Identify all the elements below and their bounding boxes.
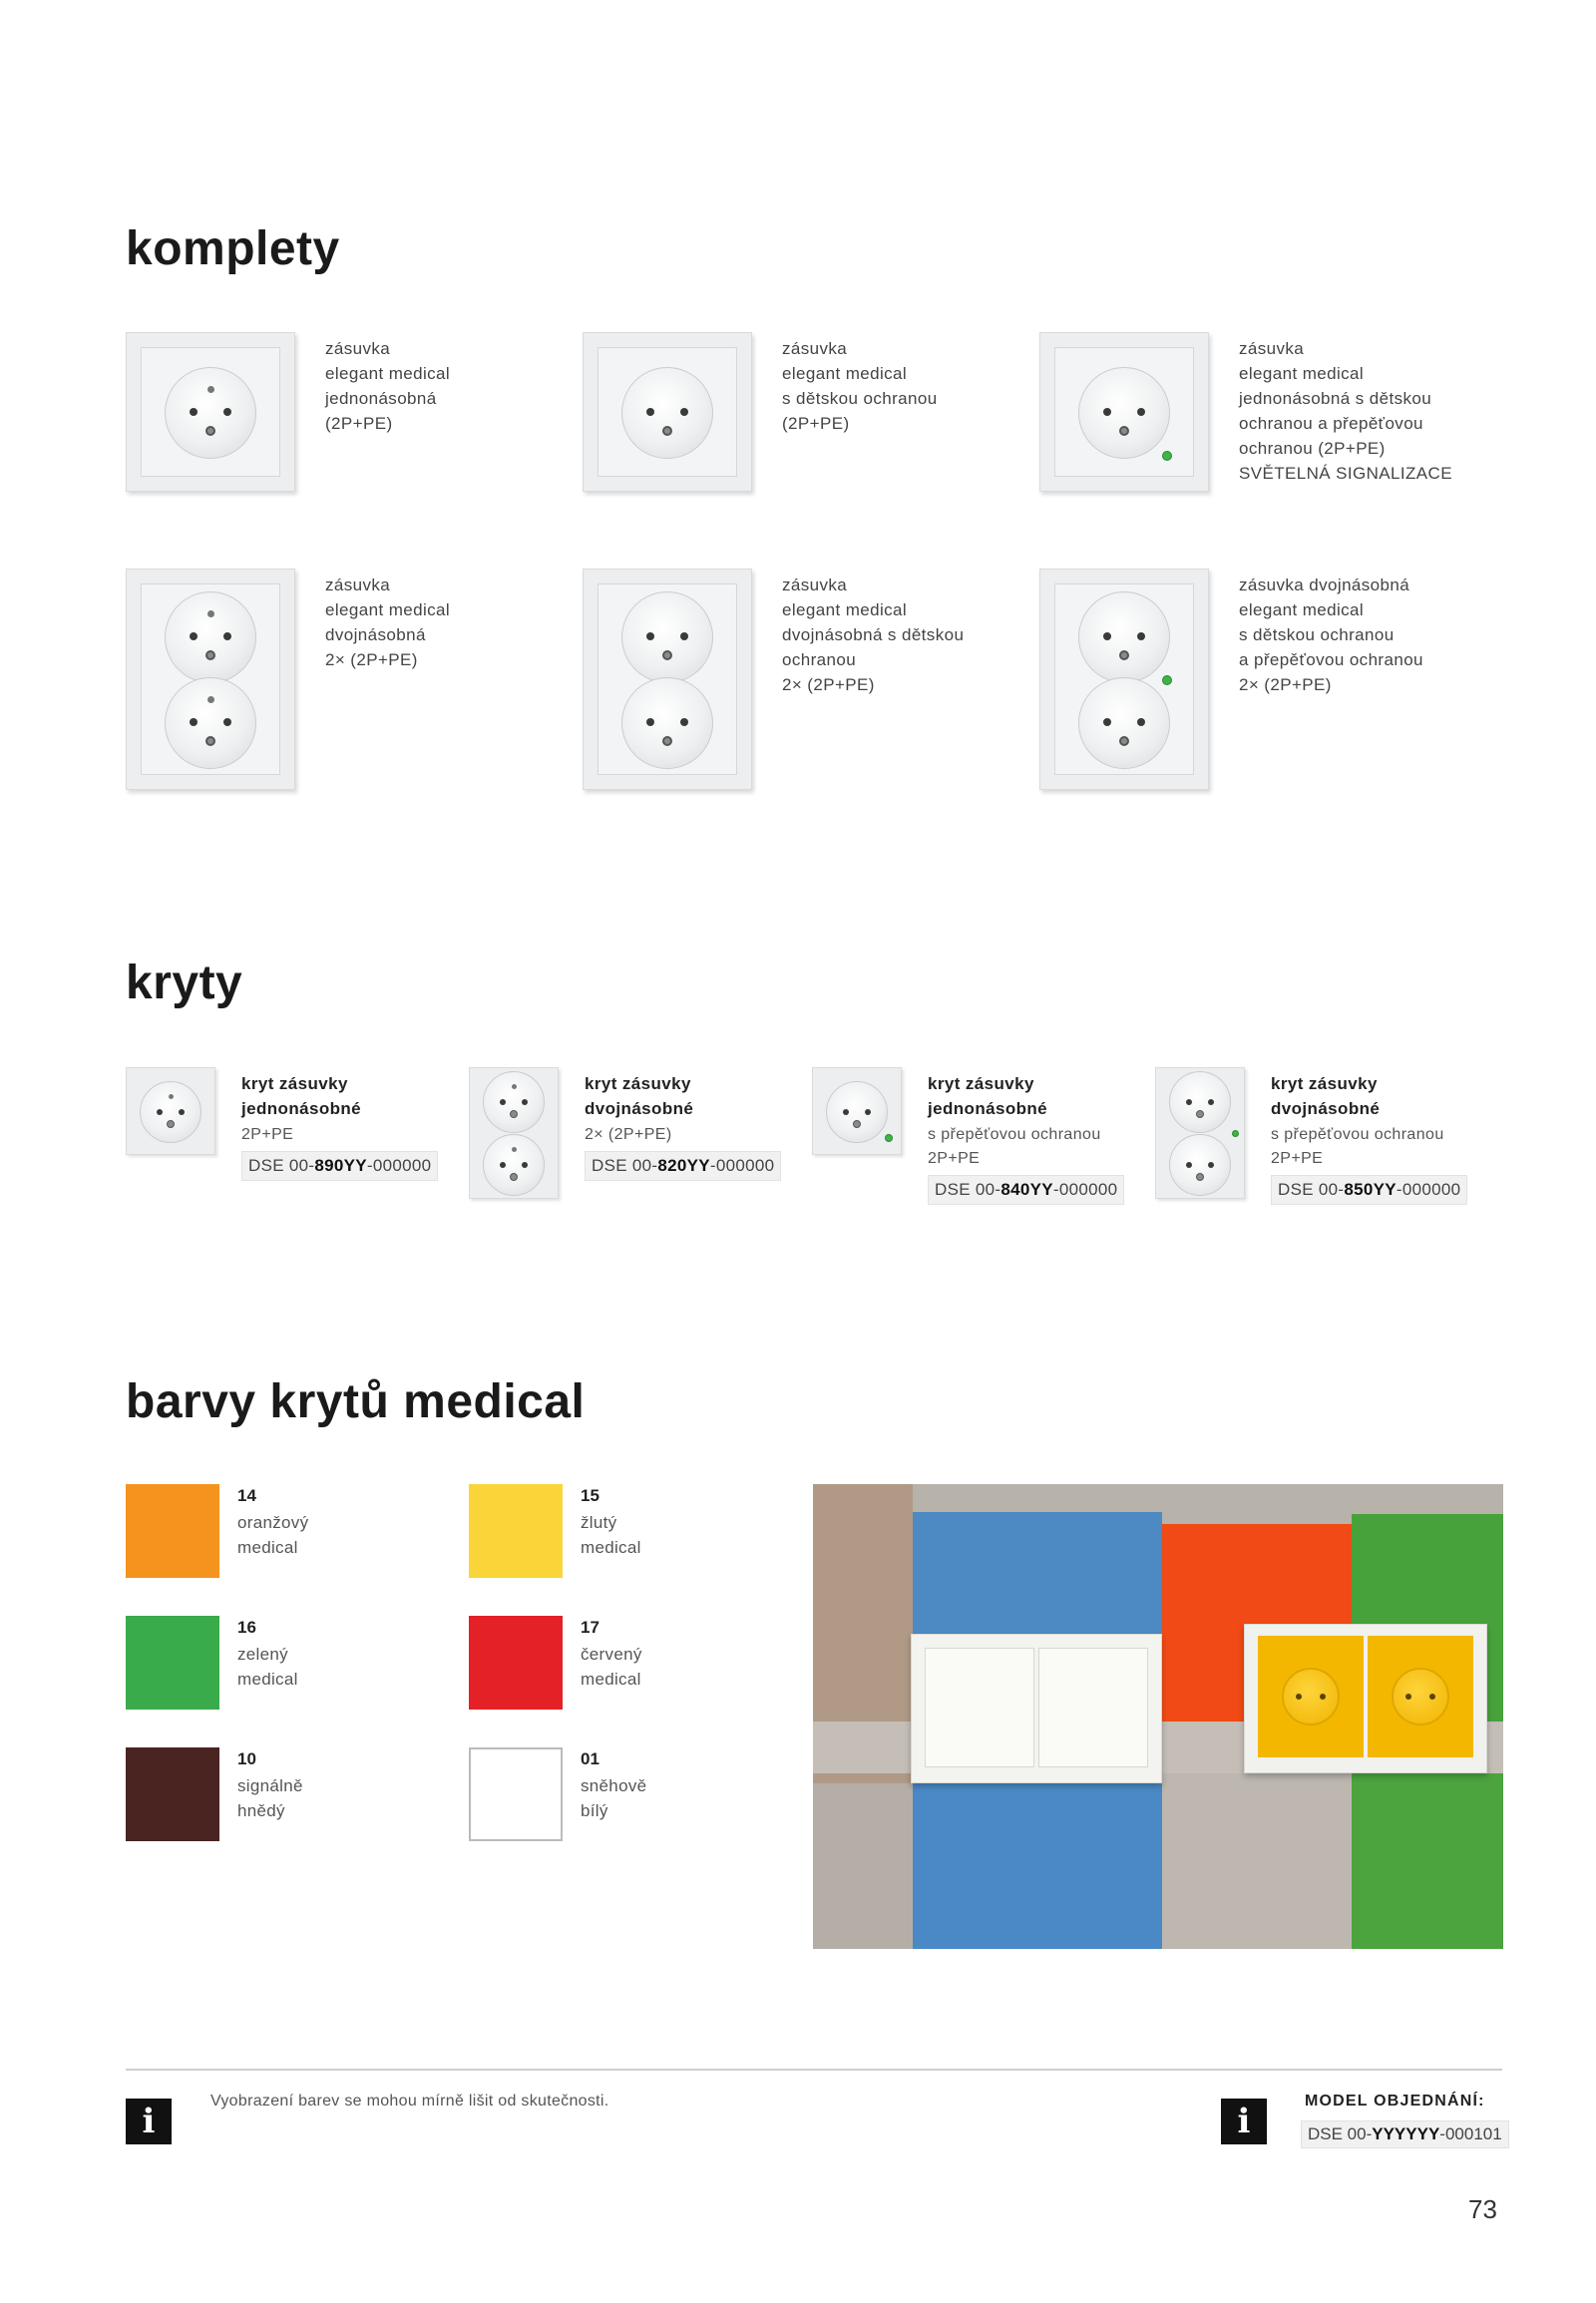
- color-swatch: [469, 1747, 563, 1841]
- info-icon: i: [126, 2099, 172, 2144]
- page-number: 73: [1468, 2194, 1497, 2224]
- color-swatch-item: [469, 1484, 768, 1580]
- product-subtitle: s přepěťovou ochranou 2P+PE: [1271, 1126, 1444, 1167]
- color-code: 17: [581, 1618, 599, 1637]
- product-description: zásuvka elegant medical s dětskou ochranou (2P+PE): [782, 339, 938, 433]
- socket-double-photo: [583, 569, 752, 790]
- product-komplet-4: [126, 569, 575, 808]
- cover-single-photo: [126, 1067, 215, 1155]
- product-title: kryt zásuvky dvojnásobné: [585, 1074, 694, 1118]
- product-kryt-3: [812, 1067, 1131, 1207]
- product-description: zásuvka elegant medical jednonásobná s dětskou ochranou a přepěťovou ochranou (2P+PE) SVĚTELNÁ SIGNALIZACE: [1239, 339, 1452, 483]
- socket-single-led-photo: [1039, 332, 1209, 492]
- product-komplet-2: [583, 332, 1031, 572]
- color-disclaimer: Vyobrazení barev se mohou mírně lišit od skutečnosti.: [210, 2093, 609, 2110]
- section-title-kryty: kryty: [126, 957, 243, 1009]
- section-title-komplety: komplety: [126, 222, 340, 275]
- color-name: sněhově bílý: [581, 1776, 647, 1820]
- color-name: zelený medical: [237, 1645, 298, 1689]
- cover-single-led-photo: [812, 1067, 902, 1155]
- cover-double-led-photo: [1155, 1067, 1245, 1199]
- color-code: 01: [581, 1749, 599, 1768]
- order-code: DSE 00-840YY-000000: [928, 1175, 1124, 1205]
- section-title-barvy: barvy krytů medical: [126, 1375, 586, 1428]
- color-code: 16: [237, 1618, 256, 1637]
- color-code: 10: [237, 1749, 256, 1768]
- led-indicator-icon: [1162, 675, 1172, 685]
- product-description: zásuvka elegant medical jednonásobná (2P+PE): [325, 339, 451, 433]
- led-indicator-icon: [1162, 451, 1172, 461]
- cover-double-photo: [469, 1067, 559, 1199]
- socket-single-photo: [126, 332, 295, 492]
- order-code: DSE 00-890YY-000000: [241, 1151, 438, 1181]
- color-code: 14: [237, 1486, 256, 1505]
- order-code: DSE 00-850YY-000000: [1271, 1175, 1467, 1205]
- installation-photo: [813, 1484, 1503, 1949]
- color-name: oranžový medical: [237, 1513, 309, 1557]
- socket-double-led-photo: [1039, 569, 1209, 790]
- product-komplet-5: [583, 569, 1031, 808]
- color-swatch-item: [469, 1747, 768, 1843]
- color-swatch-item: [469, 1616, 768, 1712]
- product-kryt-4: [1155, 1067, 1474, 1207]
- product-komplet-6: [1039, 569, 1488, 808]
- socket-single-photo: [583, 332, 752, 492]
- color-code: 15: [581, 1486, 599, 1505]
- color-swatch: [126, 1484, 219, 1578]
- product-subtitle: 2P+PE: [241, 1126, 294, 1143]
- order-model-code: DSE 00-YYYYYY-000101: [1301, 2120, 1509, 2148]
- color-swatch: [469, 1484, 563, 1578]
- product-kryt-2: [469, 1067, 788, 1207]
- footer-divider: [126, 2069, 1502, 2071]
- color-swatch: [469, 1616, 563, 1710]
- led-indicator-icon: [885, 1134, 893, 1142]
- product-subtitle: s přepěťovou ochranou 2P+PE: [928, 1126, 1101, 1167]
- color-name: žlutý medical: [581, 1513, 641, 1557]
- product-title: kryt zásuvky dvojnásobné: [1271, 1074, 1381, 1118]
- color-swatch: [126, 1616, 219, 1710]
- product-kryt-1: [126, 1067, 445, 1207]
- color-name: signálně hnědý: [237, 1776, 303, 1820]
- order-model-label: MODEL OBJEDNÁNÍ:: [1305, 2093, 1485, 2110]
- order-code: DSE 00-820YY-000000: [585, 1151, 781, 1181]
- product-description: zásuvka dvojnásobná elegant medical s dětskou ochranou a přepěťovou ochranou 2× (2P+PE): [1239, 576, 1423, 694]
- product-komplet-3: [1039, 332, 1488, 572]
- color-name: červený medical: [581, 1645, 642, 1689]
- socket-double-photo: [126, 569, 295, 790]
- info-icon: i: [1221, 2099, 1267, 2144]
- led-indicator-icon: [1232, 1130, 1239, 1137]
- product-description: zásuvka elegant medical dvojnásobná 2× (2P+PE): [325, 576, 451, 669]
- product-komplet-1: [126, 332, 575, 572]
- color-swatch-item: [126, 1616, 425, 1712]
- product-title: kryt zásuvky jednonásobné: [928, 1074, 1048, 1118]
- color-swatch-item: [126, 1484, 425, 1580]
- product-description: zásuvka elegant medical dvojnásobná s dětskou ochranou 2× (2P+PE): [782, 576, 965, 694]
- color-swatch-item: [126, 1747, 425, 1843]
- color-swatch: [126, 1747, 219, 1841]
- product-subtitle: 2× (2P+PE): [585, 1126, 672, 1143]
- product-title: kryt zásuvky jednonásobné: [241, 1074, 362, 1118]
